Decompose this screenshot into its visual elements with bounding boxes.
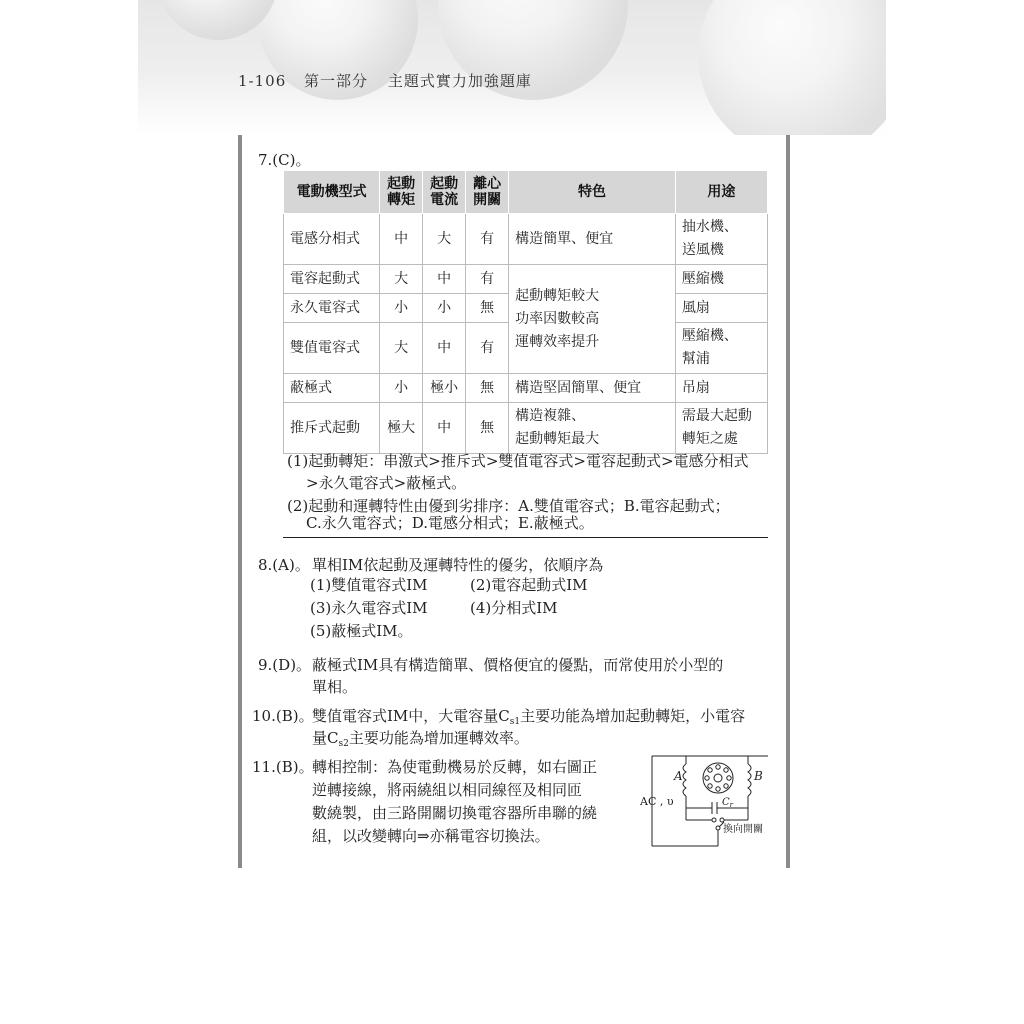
rotor-slot (708, 784, 712, 788)
table-row (284, 374, 768, 403)
switch-label: 換向開關 (723, 824, 763, 835)
col-header-type: 電動機型式 (284, 171, 380, 214)
cell-use: 吊扇 (675, 374, 767, 403)
cell-type: 蔽極式 (284, 374, 380, 403)
rotor-slot (716, 787, 720, 791)
cell-torque: 小 (380, 294, 423, 323)
cell-torque: 小 (380, 374, 423, 403)
cell-type: 電容起動式 (284, 265, 380, 294)
q7-note-1-line1: (1)起動轉矩：串激式>推斥式>雙值電容式>電容起動式>電感分相式 (287, 452, 749, 470)
table-row (284, 265, 768, 294)
rotor-center (714, 774, 722, 782)
table-header-row (284, 171, 768, 214)
switch-contact (716, 826, 720, 830)
left-margin-bar (238, 135, 242, 868)
winding-b-label: B (754, 769, 763, 783)
cell-current: 中 (423, 403, 466, 454)
switch-contact (720, 818, 724, 822)
col-header-use: 用途 (675, 171, 767, 214)
cell-feature-merged: 起動轉矩較大 功率因數較高 運轉效率提升 (509, 265, 676, 374)
book-title: 主題式實力加強題庫 (387, 72, 532, 90)
cell-switch: 無 (466, 294, 509, 323)
cell-switch: 有 (466, 214, 509, 265)
rotor-slot (727, 776, 731, 780)
cell-use: 需最大起動 轉矩之處 (675, 403, 767, 454)
q9-line1: 蔽極式IM具有構造簡單、價格便宜的優點，而常使用於小型的 (312, 656, 724, 674)
header-background (138, 0, 886, 135)
q8-item-5: (5)蔽極式IM。 (310, 622, 413, 640)
q11-line4: 組，以改變轉向⇒亦稱電容切換法。 (312, 827, 550, 845)
cell-type: 永久電容式 (284, 294, 380, 323)
cell-current: 大 (423, 214, 466, 265)
rotor-slot (724, 784, 728, 788)
cell-feature: 構造簡單、便宜 (509, 214, 676, 265)
cell-switch: 無 (466, 374, 509, 403)
cell-current: 小 (423, 294, 466, 323)
right-margin-bar (786, 135, 790, 868)
q8-item-2: (2)電容起動式IM (470, 576, 588, 594)
q8-item-3: (3)永久電容式IM (310, 599, 428, 617)
winding-b-coil (748, 764, 751, 796)
cell-type: 電感分相式 (284, 214, 380, 265)
q7-label: 7.(C)。 (258, 151, 311, 169)
cell-feature: 構造複雜、 起動轉矩最大 (509, 403, 676, 454)
cell-type: 推斥式起動 (284, 403, 380, 454)
col-header-switch: 離心 開關 (466, 171, 509, 214)
q8-item-4: (4)分相式IM (470, 599, 558, 617)
page-number: 1-106 (238, 72, 287, 90)
q10-label: 10.(B)。 (252, 707, 314, 725)
cell-switch: 有 (466, 265, 509, 294)
cell-switch: 無 (466, 403, 509, 454)
q9-label: 9.(D)。 (258, 656, 312, 674)
part-label: 第一部分 (304, 72, 369, 90)
cell-use: 壓縮機 (675, 265, 767, 294)
cell-use: 抽水機、 送風機 (675, 214, 767, 265)
table-row (284, 214, 768, 265)
motor-comparison-table (283, 170, 768, 454)
q9-line2: 單相。 (312, 678, 358, 696)
cell-use: 風扇 (675, 294, 767, 323)
q11-label: 11.(B)。 (252, 758, 314, 776)
col-header-torque: 起動 轉矩 (380, 171, 423, 214)
capacitor-switch-circuit-diagram (640, 748, 780, 848)
q11-line2: 逆轉接線，將兩繞組以相同線徑及相同匝 (312, 781, 583, 799)
cell-feature: 構造堅固簡單、便宜 (509, 374, 676, 403)
q7-note-2-line2: C.永久電容式；D.電感分相式；E.蔽極式。 (306, 514, 594, 532)
running-header (238, 70, 532, 91)
cell-switch: 有 (466, 323, 509, 374)
q10-line2: 量$C_{s2}$主要功能為增加運轉效率。 (312, 729, 529, 749)
q11-line3: 數繞製，由三路開關切換電容器所串聯的繞 (312, 804, 598, 822)
cell-torque: 大 (380, 265, 423, 294)
ac-source-label: AC , υ (640, 795, 674, 808)
q8-item-1: (1)雙值電容式IM (310, 576, 428, 594)
rotor-slot (705, 776, 709, 780)
capacitor-label: $C_r$ (722, 797, 734, 809)
q8-label: 8.(A)。 (258, 556, 310, 574)
rotor-slot (724, 768, 728, 772)
rotor-slot (716, 765, 720, 769)
col-header-feature: 特色 (509, 171, 676, 214)
cell-use: 壓縮機、 幫浦 (675, 323, 767, 374)
table-row (284, 403, 768, 454)
cell-type: 雙值電容式 (284, 323, 380, 374)
q8-text: 單相IM依起動及運轉特性的優劣，依順序為 (312, 556, 604, 574)
col-header-current: 起動 電流 (423, 171, 466, 214)
cell-torque: 中 (380, 214, 423, 265)
switch-contact (712, 818, 716, 822)
rotor-slot (708, 768, 712, 772)
winding-a-label: A (674, 769, 683, 783)
q10-line1: 雙值電容式IM中，大電容量$C_{s1}$主要功能為增加起動轉矩，小電容 (312, 707, 746, 727)
cell-torque: 大 (380, 323, 423, 374)
winding-a-coil (683, 764, 686, 796)
section-divider (283, 537, 768, 538)
cell-current: 極小 (423, 374, 466, 403)
cell-torque: 極大 (380, 403, 423, 454)
cell-current: 中 (423, 323, 466, 374)
q11-line1: 轉相控制：為使電動機易於反轉，如右圖正 (312, 758, 598, 776)
cell-current: 中 (423, 265, 466, 294)
decor-bubble (698, 0, 886, 135)
q7-note-2-line1: (2)起動和運轉特性由優到劣排序：A.雙值電容式；B.電容起動式； (287, 497, 730, 515)
q7-note-1-line2: >永久電容式>蔽極式。 (306, 474, 467, 492)
